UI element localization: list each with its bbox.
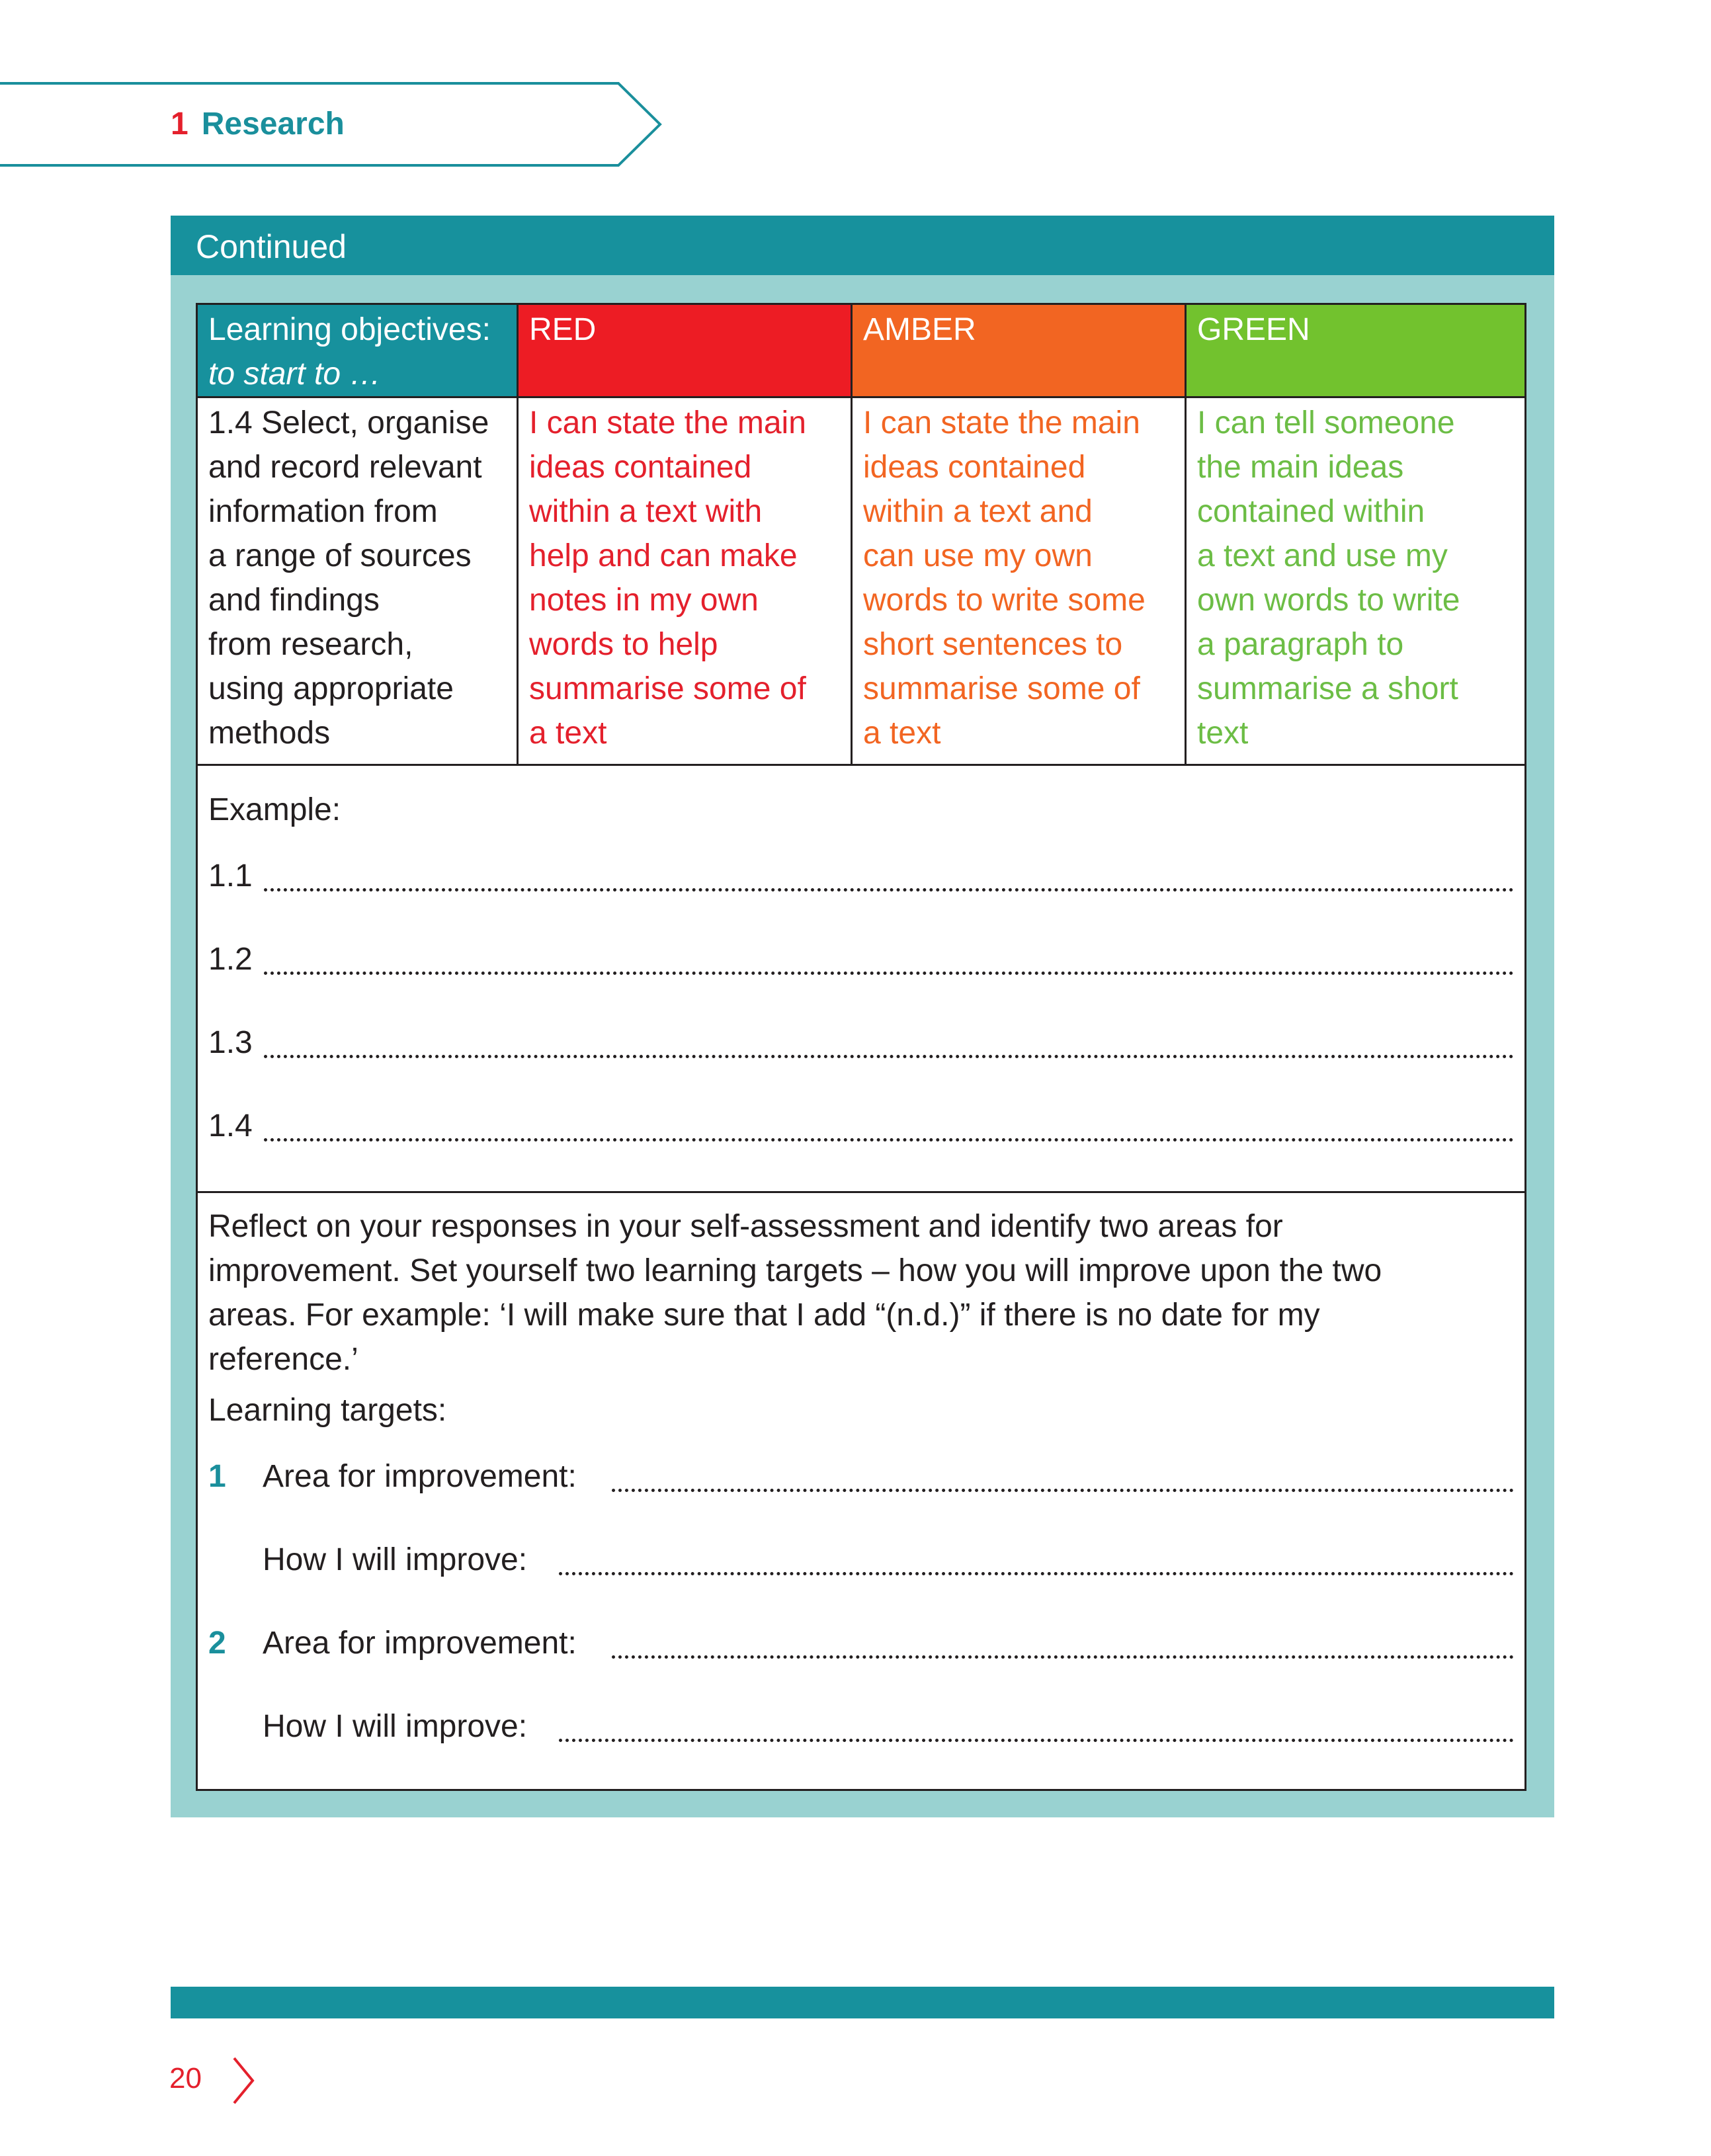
example-item-number: 1.1	[208, 858, 253, 893]
example-write-line[interactable]	[264, 972, 1514, 975]
header-learning-objectives	[198, 305, 519, 396]
header-red: RED	[519, 305, 853, 396]
how-i-will-improve-label: How I will improve:	[263, 1542, 528, 1577]
area-for-improvement-line[interactable]	[612, 1655, 1514, 1659]
area-for-improvement-line[interactable]	[612, 1489, 1514, 1492]
footer-bar	[171, 1987, 1554, 2018]
box-header	[171, 216, 1554, 275]
how-i-will-improve-label: How I will improve:	[263, 1709, 528, 1744]
area-for-improvement-label: Area for improvement:	[263, 1626, 577, 1661]
how-i-will-improve-line[interactable]	[559, 1739, 1514, 1742]
area-for-improvement-label: Area for improvement:	[263, 1459, 577, 1494]
objective-cell: 1.4 Select, organise and record relevant information from a range of sources and findings from research, using appropriate methods	[198, 398, 519, 764]
header-objectives-line1: Learning objectives:	[208, 312, 491, 347]
chapter-number: 1	[171, 106, 188, 142]
reflect-instructions: Reflect on your responses in your self-assessment and identify two areas for improvement. Set yourself two learning targets – how you will improve upon the two areas. For example: ‘I will make sure that I add “(n.d.)” if there is no date for my reference.’	[208, 1209, 1382, 1377]
example-write-line[interactable]	[264, 1055, 1514, 1058]
header-amber: AMBER	[853, 305, 1187, 396]
box-header-title: Continued	[196, 228, 347, 265]
next-page-chevron-icon	[230, 2055, 257, 2109]
chapter-title: Research	[201, 106, 345, 142]
page-number: 20	[169, 2062, 202, 2094]
box-body	[171, 275, 1554, 1817]
how-i-will-improve-line[interactable]	[559, 1572, 1514, 1575]
green-cell: I can tell someone the main ideas contained within a text and use my own words to write a paragraph to summarise a short text	[1197, 405, 1460, 751]
header-objectives-line2: to start to …	[208, 356, 382, 392]
example-item-number: 1.2	[208, 942, 253, 977]
amber-cell: I can state the main ideas contained within a text and can use my own words to write some short sentences to summarise some of a text	[853, 398, 1187, 764]
example-item-number: 1.4	[208, 1108, 253, 1143]
example-write-line[interactable]	[264, 1138, 1514, 1141]
example-item-number: 1.3	[208, 1025, 253, 1060]
target-number: 2	[208, 1626, 226, 1661]
header-green: GREEN	[1187, 305, 1524, 396]
example-write-line[interactable]	[264, 888, 1514, 891]
target-number: 1	[208, 1459, 226, 1494]
learning-targets-label: Learning targets:	[208, 1393, 447, 1428]
table-bottom-divider	[198, 764, 1524, 766]
chapter-heading	[171, 106, 345, 142]
section-divider	[198, 1191, 1524, 1193]
example-label: Example:	[208, 792, 341, 827]
assessment-panel	[196, 303, 1526, 1791]
red-cell: I can state the main ideas contained within a text with help and can make notes in my own words to help summarise some of a text	[519, 398, 853, 764]
